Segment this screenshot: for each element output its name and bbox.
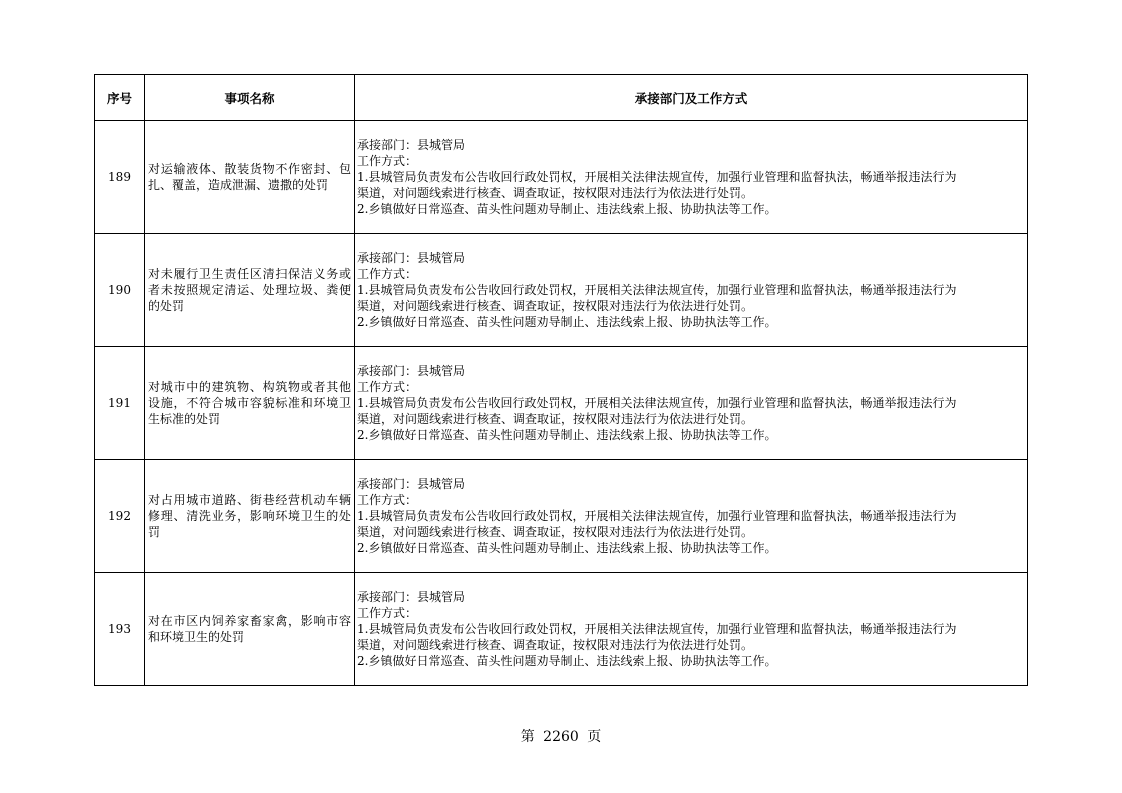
header-dept: 承接部门及工作方式 — [355, 75, 1028, 121]
item-name: 对运输液体、散装货物不作密封、包扎、覆盖，造成泄漏、遗撒的处罚 — [145, 121, 355, 234]
method-item-1b: 渠道，对问题线索进行核查、调查取证，按权限对违法行为依法进行处罚。 — [357, 412, 754, 426]
table-row — [95, 460, 1028, 573]
dept-method-cell — [355, 121, 1028, 234]
item-name: 对城市中的建筑物、构筑物或者其他设施，不符合城市容貌标准和环境卫生标准的处罚 — [145, 347, 355, 460]
method-item-1a: 1.县城管局负责发布公告收回行政处罚权，开展相关法律法规宣传，加强行业管理和监督执法，畅通举报违法行为 — [357, 509, 957, 523]
item-name: 对占用城市道路、街巷经营机动车辆修理、清洗业务，影响环境卫生的处罚 — [145, 460, 355, 573]
method-item-1a: 1.县城管局负责发布公告收回行政处罚权，开展相关法律法规宣传，加强行业管理和监督执法，畅通举报违法行为 — [357, 396, 957, 410]
table-row — [95, 347, 1028, 460]
method-item-2: 2.乡镇做好日常巡查、苗头性问题劝导制止、违法线索上报、协助执法等工作。 — [357, 202, 777, 216]
method-item-1b: 渠道，对问题线索进行核查、调查取证，按权限对违法行为依法进行处罚。 — [357, 186, 754, 200]
dept-method-cell — [355, 234, 1028, 347]
row-number: 189 — [95, 121, 145, 234]
method-item-1b: 渠道，对问题线索进行核查、调查取证，按权限对违法行为依法进行处罚。 — [357, 299, 754, 313]
page-prefix: 第 — [520, 729, 535, 745]
method-item-1a: 1.县城管局负责发布公告收回行政处罚权，开展相关法律法规宣传，加强行业管理和监督执法，畅通举报违法行为 — [357, 170, 957, 184]
method-item-2: 2.乡镇做好日常巡查、苗头性问题劝导制止、违法线索上报、协助执法等工作。 — [357, 315, 777, 329]
row-number: 193 — [95, 573, 145, 686]
method-item-1b: 渠道，对问题线索进行核查、调查取证，按权限对违法行为依法进行处罚。 — [357, 525, 754, 539]
page-number: 2260 — [543, 729, 579, 745]
dept-line: 承接部门：县城管局 — [357, 364, 466, 378]
method-label: 工作方式： — [357, 267, 418, 281]
dept-method-cell — [355, 573, 1028, 686]
row-number: 191 — [95, 347, 145, 460]
items-table — [94, 74, 1028, 686]
method-label: 工作方式： — [357, 154, 418, 168]
dept-line: 承接部门：县城管局 — [357, 590, 466, 604]
method-item-2: 2.乡镇做好日常巡查、苗头性问题劝导制止、违法线索上报、协助执法等工作。 — [357, 541, 777, 555]
page-footer — [0, 726, 1122, 746]
dept-line: 承接部门：县城管局 — [357, 138, 466, 152]
table-row — [95, 121, 1028, 234]
header-name: 事项名称 — [145, 75, 355, 121]
item-name: 对在市区内饲养家畜家禽，影响市容和环境卫生的处罚 — [145, 573, 355, 686]
method-item-2: 2.乡镇做好日常巡查、苗头性问题劝导制止、违法线索上报、协助执法等工作。 — [357, 654, 777, 668]
header-row — [95, 75, 1028, 121]
method-item-1b: 渠道，对问题线索进行核查、调查取证，按权限对违法行为依法进行处罚。 — [357, 638, 754, 652]
row-number: 192 — [95, 460, 145, 573]
item-name: 对未履行卫生责任区清扫保洁义务或者未按照规定清运、处理垃圾、粪便的处罚 — [145, 234, 355, 347]
method-item-1a: 1.县城管局负责发布公告收回行政处罚权，开展相关法律法规宣传，加强行业管理和监督执法，畅通举报违法行为 — [357, 283, 957, 297]
header-no: 序号 — [95, 75, 145, 121]
dept-line: 承接部门：县城管局 — [357, 477, 466, 491]
dept-line: 承接部门：县城管局 — [357, 251, 466, 265]
dept-method-cell — [355, 460, 1028, 573]
method-label: 工作方式： — [357, 493, 418, 507]
table-row — [95, 234, 1028, 347]
table-row — [95, 573, 1028, 686]
page-suffix: 页 — [587, 729, 602, 745]
method-label: 工作方式： — [357, 606, 418, 620]
method-item-1a: 1.县城管局负责发布公告收回行政处罚权，开展相关法律法规宣传，加强行业管理和监督执法，畅通举报违法行为 — [357, 622, 957, 636]
method-item-2: 2.乡镇做好日常巡查、苗头性问题劝导制止、违法线索上报、协助执法等工作。 — [357, 428, 777, 442]
dept-method-cell — [355, 347, 1028, 460]
method-label: 工作方式： — [357, 380, 418, 394]
row-number: 190 — [95, 234, 145, 347]
